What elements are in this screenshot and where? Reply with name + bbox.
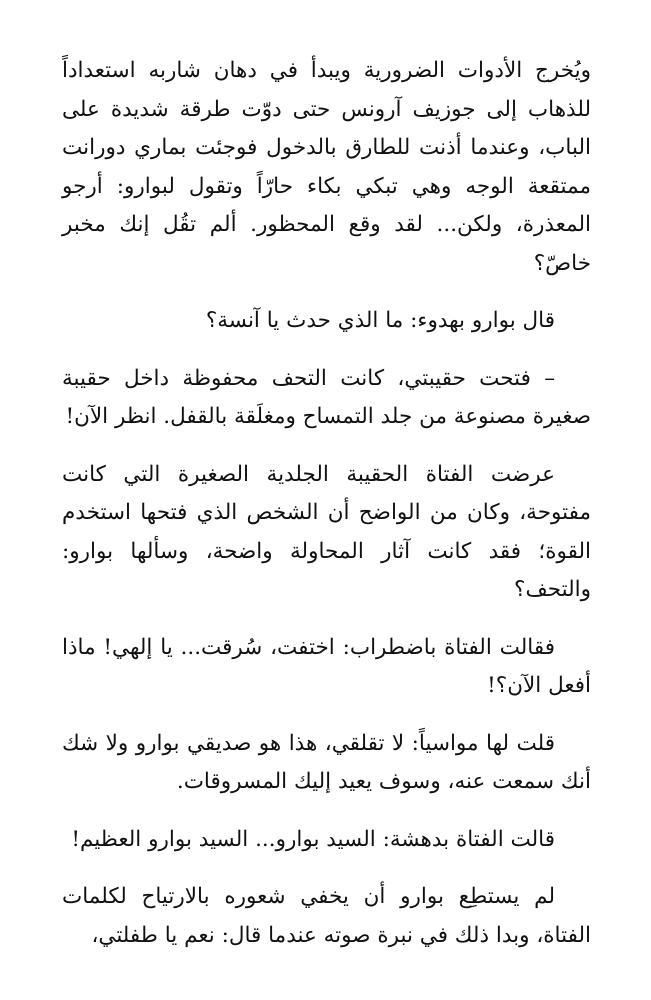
paragraph-5: فقالت الفتاة باضطراب: اختفت، سُرقت... يا إلهي! ماذا أفعل الآن؟! bbox=[62, 634, 591, 698]
paragraph-8: لم يستطِع بوارو أن يخفي شعوره بالارتياح لكلمات الفتاة، وبدا ذلك في نبرة صوته عندما قال: نعم يا طفلتي، bbox=[62, 884, 591, 948]
paragraph-3: – فتحت حقيبتي، كانت التحف محفوظة داخل حقيبة صغيرة مصنوعة من جلد التمساح ومغلَقة بالقفل. انظر الآن! bbox=[62, 365, 591, 429]
paragraph-4: عرضت الفتاة الحقيبة الجلدية الصغيرة التي كانت مفتوحة، وكان من الواضح أن الشخص الذي فتحها استخدم القوة؛ فقد كانت آثار المحاولة واضحة، وسألها بوارو: والتحف؟ bbox=[62, 461, 591, 602]
paragraph-6: قلت لها مواسياً: لا تقلقي، هذا هو صديقي بوارو ولا شك أنك سمعت عنه، وسوف يعيد إليك المسروقات. bbox=[62, 730, 591, 794]
paragraph-1: ويُخرج الأدوات الضرورية ويبدأ في دهان شاربه استعداداً للذهاب إلى جوزيف آرونس حتى دوّت طرقة شديدة على الباب، وعندما أذنت للطارق بالدخول فوجئت بماري دورانت ممتقعة الوجه وهي تبكي بكاء حارّاً وتقول لبوارو: أرجو المعذرة، ولكن... لقد وقع المحظور. ألم تقُل إنك مخبر خاصّ؟ bbox=[62, 58, 591, 276]
paragraph-7: قالت الفتاة بدهشة: السيد بوارو... السيد بوارو العظيم! bbox=[71, 826, 555, 852]
paragraph-2: قال بوارو بهدوء: ما الذي حدث يا آنسة؟ bbox=[205, 308, 555, 333]
